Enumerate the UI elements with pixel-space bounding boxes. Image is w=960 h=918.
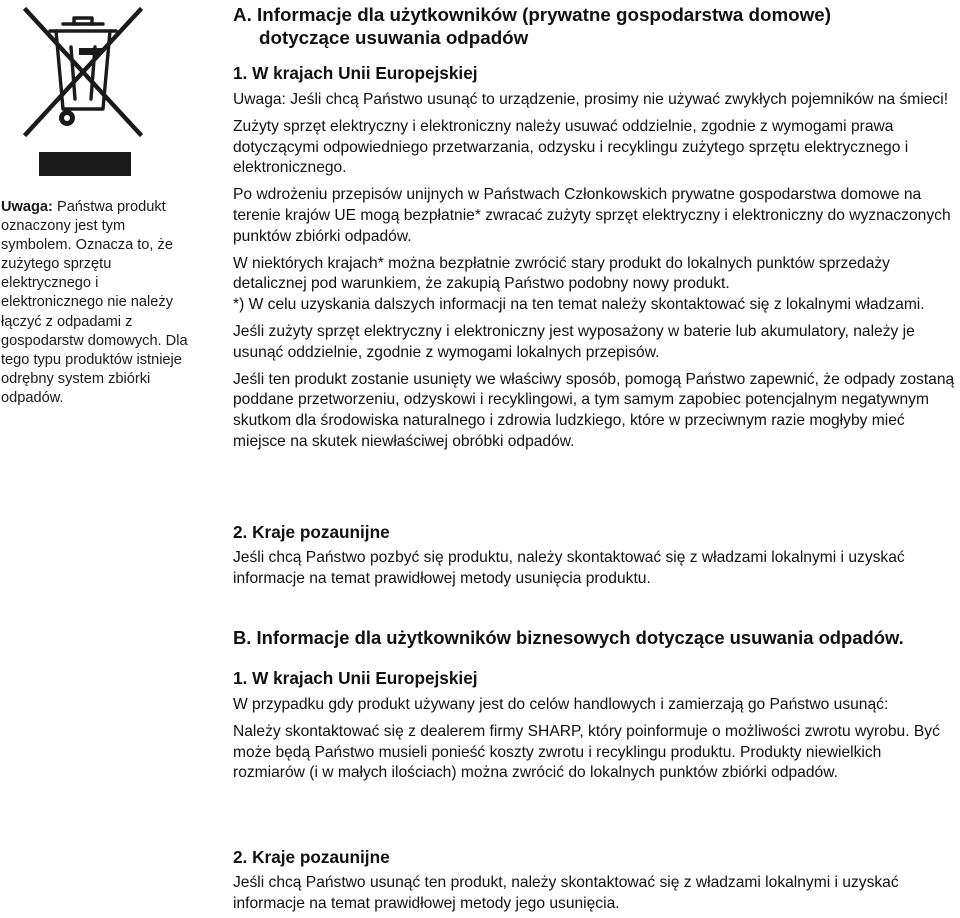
paragraph: Po wdrożeniu przepisów unijnych w Państwach Członkowskich prywatne gospodarstwa domowe na terenie krajów UE mogą bezpłatnie* zwracać zużyty sprzęt elektryczny i elektroniczny do wyznaczonych punktów zbiórki odpadów.: [233, 186, 951, 245]
paragraph: Jeśli chcą Państwo pozbyć się produktu, należy skontaktować się z władzami lokalnymi i uzyskać informacje na temat prawidłowej metody usunięcia produktu.: [233, 549, 905, 587]
black-bar: [39, 152, 131, 176]
side-note-label: Uwaga:: [1, 199, 53, 215]
section-b-sub2-title: 2. Kraje pozaunijne: [233, 847, 390, 867]
section-a-title-line2: dotyczące usuwania odpadów: [259, 26, 529, 48]
paragraph: Jeśli ten produkt zostanie usunięty we właściwy sposób, pomogą Państwo zapewnić, że odpady zostaną poddane przetworzeniu, odzyskowi i recyklingowi, a tym samym zapobiec potencjalnym negatywnym skutkom dla środowiska naturalnego i zdrowia ludzkiego, które w przeciwnym razie mogłyby mieć miejsce na skutek niewłaściwej obróbki odpadów.: [233, 370, 955, 450]
section-a-sub1-title: 1. W krajach Unii Europejskiej: [233, 63, 478, 83]
section-a-sub2: [233, 522, 955, 590]
paragraph: W przypadku gdy produkt używany jest do celów handlowych i zamierzają go Państwo usunąć:: [233, 696, 889, 713]
section-b-title-block: [233, 627, 955, 650]
paragraph: Należy skontaktować się z dealerem firmy SHARP, który poinformuje o możliwości zwrotu wyrobu. Być może będą Państwo musieli ponieść koszty zwrotu i recyklingu produktu. Produkty niewielkich rozmiarów (i w małych ilościach) można zwrócić do lokalnych punktów zbiórki odpadów.: [233, 722, 940, 782]
section-b-sub2: [233, 847, 955, 915]
crossed-out-wheelie-bin-icon: [22, 6, 144, 138]
side-note: [1, 198, 197, 408]
paragraph: Zużyty sprzęt elektryczny i elektroniczny należy usuwać oddzielnie, zgodnie z wymogami prawa dotyczącymi odpowiedniego przetwarzania, odzysku i recyklingu zużytego sprzętu elektrycznego i elektronicznego.: [233, 117, 909, 177]
section-b-sub1-title: 1. W krajach Unii Europejskiej: [233, 668, 478, 688]
section-a-title-line1: A. Informacje dla użytkowników (prywatne gospodarstwa domowe): [233, 4, 831, 25]
paragraph: Uwaga: Jeśli chcą Państwo usunąć to urządzenie, prosimy nie używać zwykłych pojemników na śmieci!: [233, 91, 949, 108]
side-note-text: Państwa produkt oznaczony jest tym symbolem. Oznacza to, że zużytego sprzętu elektrycznego i elektronicznego nie należy łączyć z odpadami z gospodarstw domowych. Dla tego typu produktów istnieje odrębny system zbiórki odpadów.: [1, 199, 188, 406]
section-b-title: B. Informacje dla użytkowników biznesowych dotyczące usuwania odpadów.: [233, 627, 904, 648]
paragraph: W niektórych krajach* można bezpłatnie zwrócić stary produkt do lokalnych punktów sprzedaży detalicznej pod warunkiem, że zakupią Państwo podobny nowy produkt.: [233, 254, 890, 293]
paragraph: Jeśli zużyty sprzęt elektryczny i elektroniczny jest wyposażony w baterie lub akumulatory, należy je usunąć oddzielnie, zgodnie z wymogami lokalnych przepisów.: [233, 322, 915, 361]
section-b-sub1: [233, 668, 955, 784]
section-a-sub1: [233, 63, 955, 453]
section-a-sub2-title: 2. Kraje pozaunijne: [233, 522, 390, 542]
footnote: *) W celu uzyskania dalszych informacji na ten temat należy skontaktować się z lokalnymi władzami.: [233, 296, 925, 314]
paragraph: Jeśli chcą Państwo usunąć ten produkt, należy skontaktować się z władzami lokalnymi i uzyskać informacje na temat prawidłowej metody jego usunięcia.: [233, 874, 899, 912]
section-a-title: [233, 4, 955, 49]
